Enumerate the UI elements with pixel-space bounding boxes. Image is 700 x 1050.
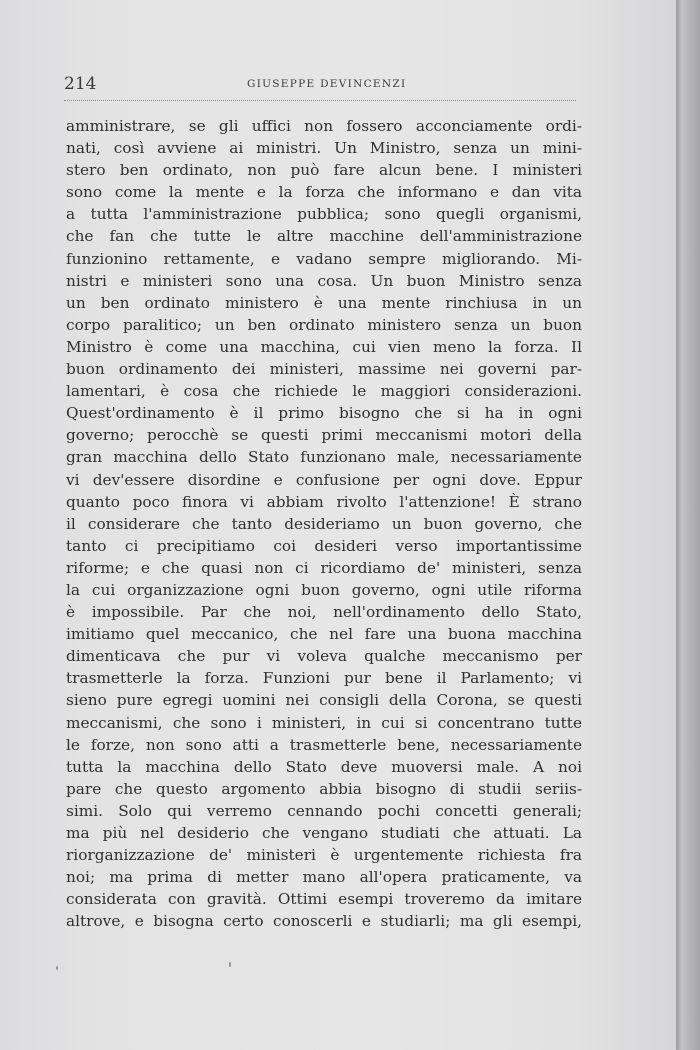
text-line: sieno pure egregi uomini nei consigli della Corona, se questi (66, 691, 582, 710)
text-line: buon ordinamento dei ministeri, massime nei governi par- (66, 360, 582, 379)
text-line: considerata con gravità. Ottimi esempi troveremo da imitare (66, 890, 582, 909)
text-line: riorganizzazione de' ministeri è urgentemente richiesta fra (66, 846, 582, 865)
text-line: pare che questo argomento abbia bisogno di studii seriis- (66, 779, 582, 798)
text-line: imitiamo quel meccanico, che nel fare una buona macchina (66, 625, 582, 644)
text-line: meccanismi, che sono i ministeri, in cui si concentrano tutte (66, 713, 582, 732)
text-line: il considerare che tanto desideriamo un buon governo, che (66, 514, 582, 533)
text-line: stero ben ordinato, non può fare alcun bene. I ministeri (66, 161, 582, 180)
page-edge (676, 0, 700, 1050)
text-line: nati, così avviene ai ministri. Un Ministro, senza un mini- (66, 139, 582, 158)
running-head: GIUSEPPE DEVINCENZI (247, 78, 407, 90)
text-line: che fan che tutte le altre macchine dell'amministrazione (66, 227, 582, 246)
text-line: dimenticava che pur vi voleva qualche meccanismo per (66, 647, 582, 666)
text-line: un ben ordinato ministero è una mente rinchiusa in un (66, 293, 582, 312)
text-line: Ministro è come una macchina, cui vien meno la forza. Il (66, 337, 582, 356)
page-header (64, 74, 580, 100)
text-line: funzionino rettamente, e vadano sempre migliorando. Mi- (66, 249, 582, 268)
text-line: tutta la macchina dello Stato deve muoversi male. A noi (66, 757, 582, 776)
text-line: lamentari, è cosa che richiede le maggiori considerazioni. (66, 382, 582, 401)
header-divider (64, 100, 576, 101)
text-line: altrove, e bisogna certo conoscerli e studiarli; ma gli esempi, (66, 912, 582, 931)
text-line: Quest'ordinamento è il primo bisogno che si ha in ogni (66, 404, 582, 423)
page-number: 214 (64, 74, 97, 94)
paper-speck (56, 966, 58, 970)
text-line: tanto ci precipitiamo coi desideri verso importantissime (66, 536, 582, 555)
text-line: ma più nel desiderio che vengano studiati che attuati. La (66, 824, 582, 842)
text-line: corpo paralitico; un ben ordinato ministero senza un buon (66, 315, 582, 334)
text-line: la cui organizzazione ogni buon governo, ogni utile riforma (66, 580, 582, 599)
paper-speck (229, 962, 231, 967)
text-line: quanto poco finora vi abbiam rivolto l'attenzione! È strano (66, 492, 582, 511)
text-line: riforme; e che quasi non ci ricordiamo de' ministeri, senza (66, 558, 582, 577)
text-line: a tutta l'amministrazione pubblica; sono quegli organismi, (66, 205, 582, 224)
text-line: amministrare, se gli uffici non fossero acconciamente ordi- (66, 117, 582, 135)
text-line: gran macchina dello Stato funzionano male, necessariamente (66, 448, 582, 467)
text-line: noi; ma prima di metter mano all'opera praticamente, va (66, 868, 582, 887)
text-line: vi dev'essere disordine e confusione per ogni dove. Eppur (66, 470, 582, 489)
body-text (66, 115, 582, 932)
text-line: nistri e ministeri sono una cosa. Un buon Ministro senza (66, 271, 582, 290)
text-line: simi. Solo qui verremo cennando pochi concetti generali; (66, 801, 582, 820)
text-line: le forze, non sono atti a trasmetterle bene, necessariamente (66, 735, 582, 754)
text-line: governo; perocchè se questi primi meccanismi motori della (66, 426, 582, 445)
text-line: sono come la mente e la forza che informano e dan vita (66, 183, 582, 202)
text-line: trasmetterle la forza. Funzioni pur bene il Parlamento; vi (66, 669, 582, 688)
text-line: è impossibile. Par che noi, nell'ordinamento dello Stato, (66, 603, 582, 622)
